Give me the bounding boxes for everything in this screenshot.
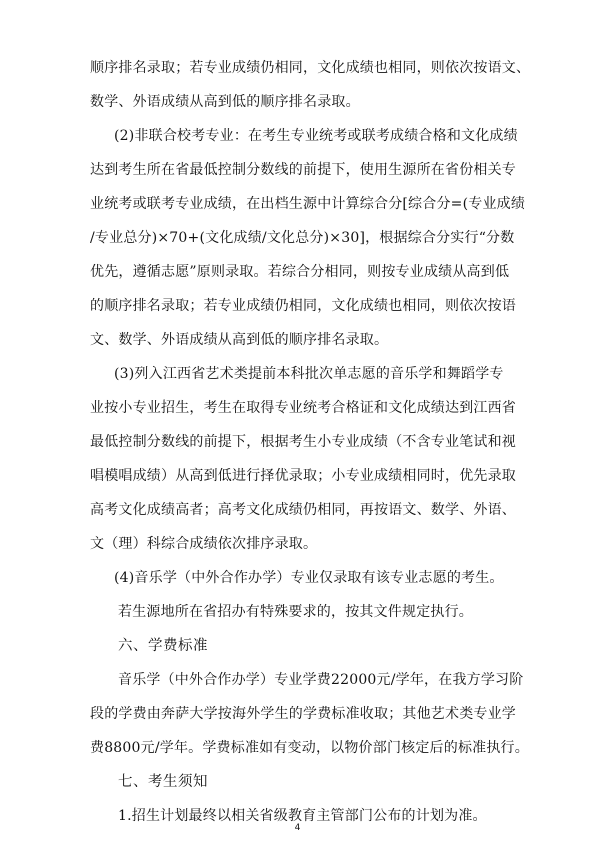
body-text-line: /专业总分)×70+(文化成绩/文化总分)×30]，根据综合分实行“分数: [90, 230, 515, 246]
body-text-line: 高考文化成绩高者；高考文化成绩仍相同，再按语文、数学、外语、: [90, 502, 516, 518]
page-number: 4: [294, 823, 301, 833]
body-text-line: 1.招生计划最终以相关省级教育主管部门公布的计划为准。: [118, 808, 487, 824]
body-text-line: 若生源地所在省招办有特殊要求的，按其文件规定执行。: [118, 604, 473, 620]
body-text-line: 数学、外语成绩从高到低的顺序排名录取。: [90, 94, 360, 110]
body-text-line: 费8800元/学年。学费标准如有变动，以物价部门核定后的标准执行。: [90, 740, 529, 756]
body-text-line: 文、数学、外语成绩从高到低的顺序排名录取。: [90, 332, 389, 348]
body-text-line: 业统考或联考专业成绩，在出档生源中计算综合分[综合分=(专业成绩: [90, 196, 526, 212]
body-text-line: 优先，遵循志愿”原则录取。若综合分相同，则按专业成绩从高到低: [90, 264, 510, 280]
body-text-line: 段的学费由奔萨大学按海外学生的学费标准收取；其他艺术类专业学: [90, 706, 516, 722]
section-heading: 七、考生须知: [118, 774, 208, 790]
body-text-line: 的顺序排名录取；若专业成绩仍相同，文化成绩也相同，则依次按语: [90, 298, 516, 314]
body-text-line: 业按小专业招生，考生在取得专业统考合格证和文化成绩达到江西省: [90, 400, 516, 416]
body-text-line: 音乐学（中外合作办学）专业学费22000元/学年，在我方学习阶: [118, 672, 524, 688]
body-text-line: (4)音乐学（中外合作办学）专业仅录取有该专业志愿的考生。: [114, 570, 504, 586]
body-text-line: (3)列入江西省艺术类提前本科批次单志愿的音乐学和舞蹈学专: [114, 366, 504, 382]
body-text-line: 达到考生所在省最低控制分数线的前提下，使用生源所在省份相关专: [90, 162, 516, 178]
body-text-line: 顺序排名录取；若专业成绩仍相同，文化成绩也相同，则依次按语文、: [90, 60, 531, 76]
body-text-line: 唱模唱成绩）从高到低进行择优录取；小专业成绩相同时，优先录取: [90, 468, 516, 484]
body-text-line: 最低控制分数线的前提下，根据考生小专业成绩（不含专业笔试和视: [90, 434, 516, 450]
section-heading: 六、学费标准: [118, 638, 208, 654]
body-text-line: (2)非联合校考专业：在考生专业统考或联考成绩合格和文化成绩: [114, 128, 518, 144]
body-text-line: 文（理）科综合成绩依次排序录取。: [90, 536, 318, 552]
